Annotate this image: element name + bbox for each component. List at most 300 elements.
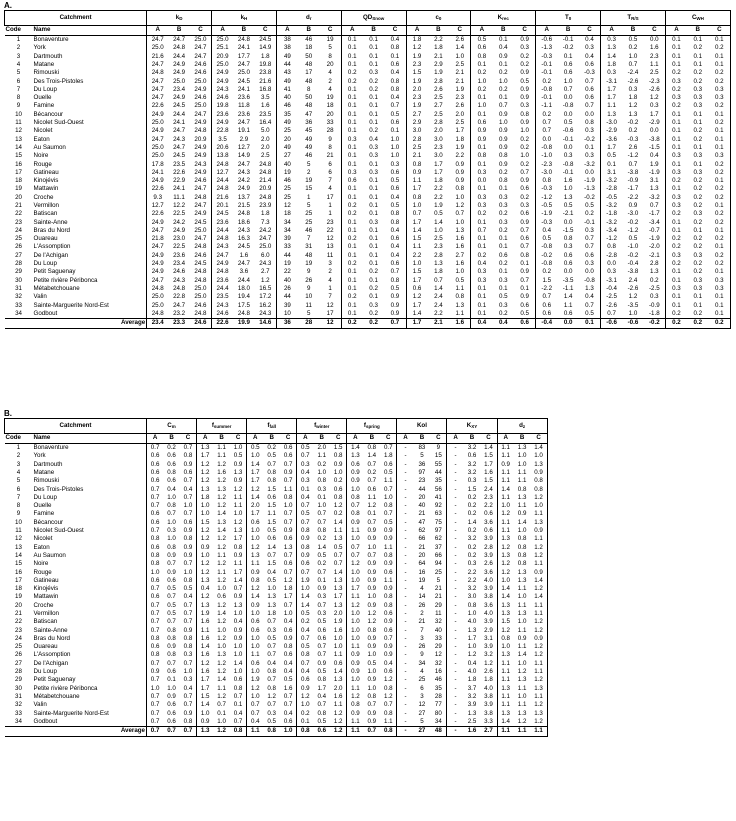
value-cell: 0.3 (709, 285, 731, 293)
value-cell: 3.9 (484, 643, 493, 651)
catchment-name: Nicolet (33, 127, 53, 135)
value-cell: 8 (328, 143, 332, 151)
value-cell: 1.4 (197, 643, 214, 651)
catchment-name: Petite rivière Péribonca (33, 276, 98, 284)
value-cell: 24.3 (259, 260, 272, 268)
value-cell: 1.9 (406, 53, 428, 61)
code-cell: 2 (16, 44, 21, 52)
value-cell: 0.8 (167, 543, 176, 551)
param-main: C (167, 421, 172, 429)
value-cell: 2.0 (247, 502, 264, 510)
value-cell: - (397, 469, 414, 477)
value-cell: 0.7 (585, 77, 594, 85)
value-cell: 21.8 (147, 235, 169, 243)
value-cell: 0.1 (471, 160, 493, 168)
value-cell: 0.3 (563, 152, 573, 160)
value-cell: 1.6 (260, 102, 270, 110)
value-cell: -1.2 (601, 235, 623, 243)
value-cell: 0.1 (709, 61, 731, 69)
table-row (5, 185, 731, 193)
value-cell: 4.0 (467, 668, 477, 676)
value-cell: 24.3 (194, 160, 207, 168)
value-cell: 24.5 (237, 77, 250, 85)
value-cell: 0.6 (383, 568, 393, 576)
value-cell: 3.1 (601, 169, 623, 177)
value-cell: 24.8 (237, 36, 250, 44)
value-cell: 0.2 (467, 510, 477, 518)
value-cell: 1.4 (333, 518, 343, 526)
value-cell: 44 (276, 252, 298, 260)
table-row (5, 568, 548, 576)
value-cell: 0.7 (297, 635, 314, 643)
value-cell: 1.2 (267, 692, 276, 700)
value-cell: 0.6 (563, 260, 573, 268)
value-cell: 0.8 (455, 293, 465, 301)
value-cell: 25 (276, 185, 298, 193)
value-cell: 0.6 (247, 660, 264, 668)
value-cell: 0.2 (341, 210, 363, 218)
value-cell: 0.4 (167, 485, 176, 493)
value-cell: 0.6 (317, 626, 327, 634)
value-cell: - (447, 643, 464, 651)
value-cell: 24.8 (194, 193, 207, 201)
value-cell: 0.1 (217, 709, 226, 717)
value-cell: 0.1 (341, 302, 363, 310)
value-cell: 0.8 (390, 276, 400, 284)
value-cell: 1.7 (197, 676, 214, 684)
value-cell: 1.2 (517, 668, 527, 676)
value-cell: 0.1 (317, 493, 327, 501)
value-cell: 24.7 (237, 119, 250, 127)
value-cell: 0.6 (167, 452, 176, 460)
value-cell: 24.7 (194, 201, 207, 209)
value-cell: 0.7 (367, 551, 377, 559)
value-cell: 0.2 (467, 527, 477, 535)
value-cell: - (397, 477, 414, 485)
value-cell: 0.1 (297, 718, 314, 727)
value-cell: 0.5 (167, 609, 176, 617)
value-cell: 0.4 (183, 485, 193, 493)
value-cell: 0.4 (390, 251, 400, 259)
value-cell: 0.6 (147, 643, 164, 651)
value-cell: 0.3 (267, 626, 276, 634)
value-cell: 1.3 (530, 685, 547, 693)
value-cell: 16.2 (259, 301, 272, 309)
value-cell: 1.5 (333, 444, 343, 452)
code-cell: 34 (15, 309, 22, 317)
value-cell: - (397, 660, 414, 668)
value-cell: 24.3 (237, 168, 250, 176)
catchment-name: Kinojévis (33, 585, 59, 593)
value-cell: 0.9 (383, 651, 393, 659)
average-value: 1.2 (213, 727, 230, 737)
value-cell: 0.5 (434, 210, 443, 218)
value-cell: 0.7 (167, 618, 176, 626)
value-cell: 1.1 (317, 452, 327, 460)
value-cell: 1.6 (455, 235, 465, 243)
value-cell: 0.8 (183, 452, 193, 460)
value-cell: 0.9 (530, 635, 547, 643)
value-cell: 1.2 (217, 576, 226, 584)
table-row (5, 260, 731, 268)
value-cell: 0.9 (383, 643, 393, 651)
value-cell: 1.4 (601, 53, 623, 61)
value-cell: 3.9 (484, 701, 493, 709)
value-cell: 0.6 (297, 676, 314, 684)
value-cell: 0.7 (390, 102, 400, 110)
value-cell: 1.2 (497, 544, 514, 552)
value-cell: 0.1 (369, 44, 378, 52)
value-cell: 0.5 (297, 444, 314, 453)
value-cell: 1.7 (601, 144, 623, 152)
value-cell: 0.6 (147, 593, 164, 601)
value-cell: 26 (418, 643, 426, 651)
value-cell: 0.8 (167, 626, 176, 634)
value-cell: 0.3 (693, 168, 703, 176)
value-cell: 45 (305, 127, 313, 135)
value-cell: 1.8 (260, 210, 270, 218)
code-cell: 11 (15, 119, 22, 127)
value-cell: 0.7 (267, 618, 276, 626)
value-cell: 24.8 (212, 160, 234, 168)
value-cell: 0.1 (341, 277, 363, 285)
value-cell: - (447, 510, 464, 518)
value-cell: 1.2 (217, 668, 226, 676)
value-cell: 1.1 (383, 477, 393, 485)
value-cell: 0.9 (367, 576, 377, 584)
value-cell: 0.8 (167, 634, 176, 642)
value-cell: - (397, 494, 414, 502)
value-cell: - (397, 602, 414, 610)
value-cell: 0.9 (497, 461, 514, 469)
value-cell: 0.1 (369, 260, 378, 268)
value-cell: 1.9 (406, 102, 428, 110)
value-cell: 0.8 (167, 468, 176, 476)
value-cell: 1.0 (267, 585, 276, 593)
value-cell: 12.7 (237, 143, 250, 151)
value-cell: -1.3 (584, 185, 595, 193)
value-cell: 11 (305, 301, 312, 309)
value-cell: 25.1 (212, 44, 234, 52)
value-cell: 1.4 (434, 218, 443, 226)
value-cell: 17 (305, 69, 313, 77)
code-cell: 33 (15, 709, 22, 717)
code-cell: 7 (16, 493, 21, 501)
value-cell: 1.0 (367, 651, 377, 659)
value-cell: 2.5 (455, 119, 465, 127)
value-cell: 25.0 (194, 102, 207, 110)
code-cell: 23 (15, 218, 22, 226)
value-cell: 23.5 (259, 110, 272, 118)
value-cell: 0.7 (183, 601, 193, 609)
value-cell: 1.0 (497, 643, 514, 651)
catchment-name: L'Assomption (33, 651, 71, 659)
value-cell: 1.0 (247, 535, 264, 543)
value-cell: 0.9 (383, 560, 393, 568)
value-cell: 24.4 (173, 52, 186, 60)
value-cell: 0.8 (297, 651, 314, 659)
average-value: 1.3 (197, 727, 214, 737)
value-cell: 0.8 (517, 560, 527, 568)
value-cell: 0.8 (347, 510, 364, 518)
value-cell: 0.7 (147, 701, 164, 709)
value-cell: -0.8 (584, 276, 595, 284)
value-cell: 0.7 (147, 494, 164, 502)
value-cell: 0.0 (536, 136, 558, 144)
value-cell: 0.1 (369, 52, 378, 60)
value-cell: -0.2 (627, 251, 639, 259)
value-cell: - (447, 469, 464, 477)
value-cell: 0.8 (383, 684, 393, 692)
value-cell: 0.1 (709, 177, 731, 185)
value-cell: 0.2 (693, 44, 703, 52)
value-cell: 0.6 (471, 44, 493, 52)
value-cell: 2.9 (484, 626, 493, 634)
value-cell: - (447, 585, 464, 593)
value-cell: 0.6 (167, 668, 176, 676)
value-cell: 17.5 (237, 301, 250, 309)
value-cell: 44 (276, 61, 298, 69)
value-cell: 24.9 (173, 94, 186, 102)
param-header-4 (406, 11, 471, 26)
value-cell: 1.3 (467, 626, 477, 634)
value-cell: 24.9 (194, 143, 207, 151)
value-cell: 0.7 (520, 243, 529, 251)
value-cell: 0.4 (369, 135, 378, 143)
catchment-header: Catchment (5, 11, 147, 26)
value-cell: 24.7 (173, 127, 186, 135)
value-cell: 2.4 (628, 276, 638, 284)
value-cell: 1.1 (217, 551, 226, 559)
value-cell: 0.5 (383, 468, 393, 476)
value-cell: 1.6 (197, 668, 214, 676)
value-cell: 1.2 (197, 593, 214, 601)
table-row (5, 235, 731, 243)
value-cell: 1.2 (197, 560, 214, 568)
value-cell: 24.8 (259, 168, 272, 176)
value-cell: 0.9 (233, 551, 243, 559)
value-cell: - (397, 668, 414, 676)
value-cell: 0.7 (650, 201, 659, 209)
value-cell: 0.1 (341, 111, 363, 119)
value-cell: 1.4 (217, 676, 226, 684)
catchment-name: De l'Achigan (33, 659, 69, 667)
table-row (5, 710, 548, 718)
value-cell: 1.2 (217, 601, 226, 609)
value-cell: 1.1 (517, 585, 527, 593)
sublabel-a: A (601, 26, 623, 36)
value-cell: 0.7 (283, 477, 293, 485)
table-row (5, 285, 731, 293)
value-cell: 0.9 (517, 510, 527, 518)
value-cell: 1.1 (347, 718, 364, 727)
value-cell: -1.3 (536, 44, 558, 52)
value-cell: 1.2 (297, 693, 314, 701)
value-cell: 1.2 (455, 201, 465, 209)
value-cell: 0.7 (183, 493, 193, 501)
value-cell: 1.0 (347, 610, 364, 618)
value-cell: 1.7 (347, 585, 364, 593)
table-row (5, 685, 548, 693)
value-cell: 3.2 (467, 535, 477, 543)
sublabel-b: B (428, 26, 450, 36)
catchment-name: Rimouski (33, 69, 59, 77)
value-cell: 0.1 (369, 293, 378, 301)
value-cell: 0.2 (665, 86, 687, 94)
catchment-name: Sainte-Anne (33, 626, 68, 634)
value-cell: - (447, 477, 464, 485)
value-cell: 1.4 (247, 461, 264, 469)
value-cell: - (447, 602, 464, 610)
value-cell: 1.1 (517, 626, 527, 634)
value-cell: 0.5 (317, 668, 327, 676)
value-cell: 0.8 (233, 684, 243, 692)
value-cell: 1.2 (530, 585, 547, 593)
value-cell: 0.1 (665, 36, 687, 45)
value-cell: 1.0 (517, 460, 527, 468)
value-cell: -1.1 (536, 102, 558, 110)
value-cell: 0.3 (693, 94, 703, 102)
value-cell: 0.7 (283, 701, 293, 709)
value-cell: 34 (418, 659, 426, 667)
value-cell: 1.0 (530, 502, 547, 510)
value-cell: 0.1 (471, 94, 493, 102)
catchment-name: Eaton (33, 135, 50, 143)
code-cell: 1 (16, 444, 21, 452)
value-cell: 0.1 (665, 44, 687, 52)
value-cell: 2.3 (406, 94, 428, 102)
value-cell: 2.5 (434, 110, 443, 118)
value-cell: 1.4 (467, 518, 477, 526)
value-cell: 38 (276, 44, 298, 52)
value-cell: 0.3 (665, 152, 687, 160)
value-cell: - (447, 452, 464, 460)
sublabel-a: A (347, 434, 364, 444)
value-cell: -2.5 (648, 284, 660, 292)
value-cell: 0.0 (650, 36, 659, 44)
value-cell: 2.8 (434, 119, 443, 127)
value-cell: 0.6 (406, 285, 428, 293)
value-cell: -3.5 (627, 301, 639, 309)
sublabel-b: B (313, 434, 330, 444)
param-sub: XY (471, 423, 478, 429)
value-cell: 0.1 (709, 268, 731, 276)
value-cell: 0.9 (367, 717, 377, 725)
value-cell: 3.6 (484, 568, 493, 576)
value-cell: 3.2 (467, 444, 477, 452)
param-sub: fall (269, 423, 276, 429)
value-cell: 44 (418, 485, 426, 493)
code-cell: 26 (15, 243, 22, 251)
value-cell: -2.9 (648, 119, 660, 127)
value-cell: 3.0 (434, 135, 443, 143)
value-cell: 1.1 (530, 668, 547, 676)
value-cell: 3.8 (484, 709, 493, 717)
average-value: 14.6 (255, 319, 277, 329)
value-cell: 49 (276, 53, 298, 61)
value-cell: 0.8 (367, 692, 377, 700)
average-value: 0.4 (492, 319, 514, 329)
value-cell: 0.1 (665, 144, 687, 152)
value-cell: -0.9 (627, 177, 639, 185)
value-cell: 9 (328, 135, 332, 143)
param-sub: D (179, 15, 183, 21)
value-cell: 25 (418, 676, 426, 684)
value-cell: 1.2 (367, 618, 377, 626)
value-cell: 19.1 (237, 127, 250, 135)
average-label: Average (5, 727, 147, 737)
table-row (5, 585, 548, 593)
value-cell: 21 (434, 593, 442, 601)
value-cell: 0.0 (471, 177, 493, 185)
value-cell: 0.2 (317, 460, 327, 468)
value-cell: 14.9 (237, 152, 250, 160)
value-cell: 0.8 (167, 502, 176, 510)
value-cell: 0.9 (283, 468, 293, 476)
value-cell: -3.0 (536, 169, 558, 177)
value-cell: 0.9 (517, 634, 527, 642)
value-cell: 0.6 (147, 544, 164, 552)
value-cell: 1.3 (585, 284, 594, 292)
value-cell: 19 (418, 576, 426, 584)
value-cell: 0.1 (341, 252, 363, 260)
value-cell: 24.9 (173, 69, 186, 77)
catchment-name: Noire (33, 560, 49, 568)
value-cell: 0.3 (341, 169, 363, 177)
value-cell: 1.1 (197, 627, 214, 635)
value-cell: -0.8 (562, 102, 574, 110)
value-cell: 0.9 (367, 585, 377, 593)
value-cell: 0.8 (267, 468, 276, 476)
value-cell: 0.3 (183, 651, 193, 659)
value-cell: 0.6 (520, 301, 529, 309)
value-cell: 1.0 (390, 143, 400, 151)
value-cell: 0.5 (317, 717, 327, 725)
value-cell: 1.3 (497, 610, 514, 618)
value-cell: 1.7 (434, 168, 443, 176)
value-cell: -1.2 (536, 194, 558, 202)
value-cell: 0.1 (665, 293, 687, 301)
value-cell: 0.7 (183, 477, 193, 485)
value-cell: 1.1 (497, 477, 514, 485)
value-cell: 0.8 (297, 527, 314, 535)
value-cell: 1.0 (628, 309, 638, 317)
value-cell: 24.6 (194, 60, 207, 68)
value-cell: 0.9 (530, 527, 547, 535)
value-cell: 1.4 (455, 44, 465, 52)
code-cell: 17 (15, 168, 22, 176)
value-cell: 2.0 (333, 609, 343, 617)
table-row (5, 61, 731, 69)
value-cell: 0.7 (347, 544, 364, 552)
value-cell: 0.9 (297, 552, 314, 560)
value-cell: 1.0 (197, 552, 214, 560)
value-cell: -0.4 (627, 260, 639, 268)
catchment-name: Rouge (33, 160, 52, 168)
value-cell: 1.4 (347, 444, 364, 453)
table-row (5, 519, 548, 527)
param-header-5 (471, 11, 536, 26)
value-cell: 4.0 (484, 684, 493, 692)
value-cell: - (447, 552, 464, 560)
value-cell: 24.9 (147, 219, 169, 227)
param-sub: summer (213, 423, 232, 429)
catchment-name: Rouge (33, 568, 52, 576)
catchment-name: Nicolet Sud-Ouest (33, 527, 84, 535)
catchment-name: Du Loup (33, 493, 57, 501)
value-cell: 0.1 (369, 110, 378, 118)
value-cell: 1.0 (217, 585, 226, 593)
